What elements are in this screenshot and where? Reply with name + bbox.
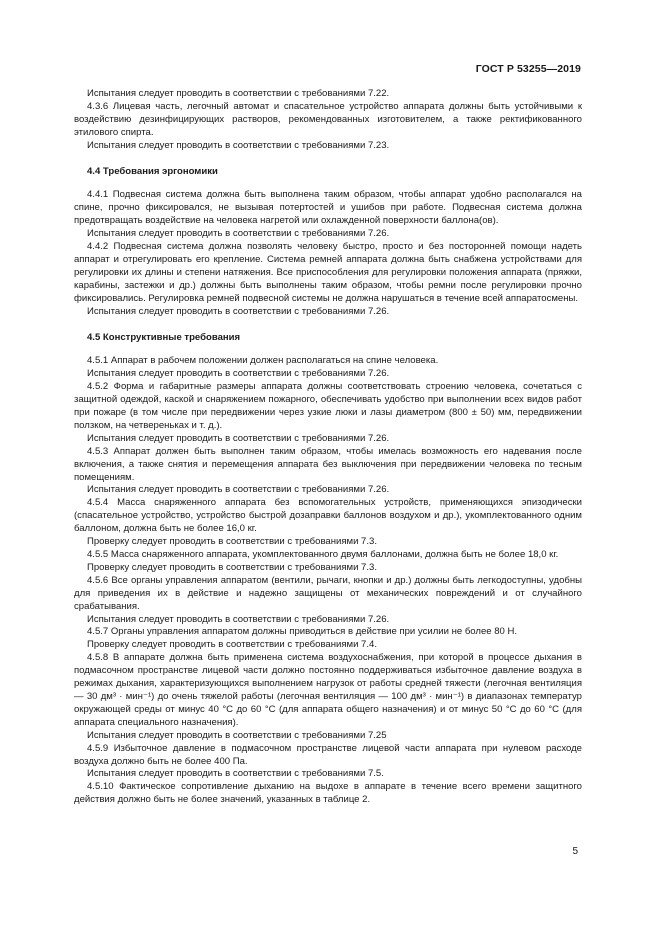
paragraph: 4.5.5 Масса снаряженного аппарата, укомплектованного двумя баллонами, должна быть не более 18,0 кг. [87,549,559,560]
section-heading: 4.5 Конструктивные требования [87,331,241,343]
page-number: 5 [572,846,578,857]
paragraph: 4.4.1 Подвесная система должна быть выполнена таким образом, чтобы аппарат удобно располагался на спине, прочно фиксировался, не вызывая потертостей и ушибов при работе. Подвесная система должна предотвращать воздействие на человека нагретой или охлажденной поверхности баллона(ов). [74,189,582,227]
paragraph: 4.4.2 Подвесная система должна позволять человеку быстро, просто и без посторонней помощи надеть аппарат и отрегулировать его крепление. Система ремней аппарата должна быть снабжена устройствами для регулировки их длины и степени натяжения. Все приспособления для регулировки положения аппарата (пряжки, карабины, застежки и др.) должны быть выполнены таким образом, чтобы ремни после регулировки прочно фиксировались. Регулировка ремней подвесной системы не должна нарушаться в течение всей аппаратосмены. [74,241,582,304]
paragraph: Испытания следует проводить в соответствии с требованиями 7.26. [87,305,390,317]
paragraph: Испытания следует проводить в соответствии с требованиями 7.26. [87,432,390,444]
paragraph: Испытания следует проводить в соответствии с требованиями 7.23. [87,139,390,151]
paragraph: 4.5.10 Фактическое сопротивление дыханию на выдохе в аппарате в течение всего времени защитного действия должно быть не более значений, указанных в таблице 2. [74,781,582,806]
paragraph: 4.5.7 Органы управления аппаратом должны приводиться в действие при усилии не более 80 Н. [87,626,518,638]
standard-header: ГОСТ Р 53255—2019 [475,63,581,75]
paragraph: 4.3.6 Лицевая часть, легочный автомат и спасательное устройство аппарата должны быть устойчивыми к воздействию дезинфицирующих растворов, рекомендованных изготовителем, а также ректификованного этилового спирта. [74,100,582,138]
paragraph: Проверку следует проводить в соответствии с требованиями 7.4. [87,639,377,651]
paragraph: Испытания следует проводить в соответствии с требованиями 7.25 [87,729,387,741]
paragraph: 4.5.8 В аппарате должна быть применена система воздухоснабжения, при которой в процессе дыхания в подмасочном пространстве лицевой части должно постоянно поддерживаться избыточное давление воздуха в режимах дыхания, характеризующихся выполнением нагрузок от работы средней тяжести (легочная вентиляция — 30 дм³ · мин⁻¹) до очень тяжелой работы (легочная вентиляция — 100 дм³ · мин⁻¹) в диапазонах температур окружающей среды от минус 40 °C до 60 °C (для аппарата общего назначения) и от минус 50 °C до 60 °C (для аппарата специального назначения). [74,652,582,728]
paragraph: 4.5.3 Аппарат должен быть выполнен таким образом, чтобы имелась возможность его надевания после включения, а также снятия и перемещения аппарата без выключения при передвижении человека по тесным помещениям. [74,445,582,483]
paragraph: Испытания следует проводить в соответствии с требованиями 7.22. [87,88,390,99]
paragraph: 4.5.2 Форма и габаритные размеры аппарата должны соответствовать строению человека, сочетаться с защитной одеждой, каской и снаряжением пожарного, обеспечивать удобство при выполнении всех видов работ при пожаре (в том числе при передвижении через узкие люки и лазы диаметром (800 ± 50) мм, передвижении ползком, на четвереньках и т. д.). [74,381,582,431]
paragraph: 4.5.4 Масса снаряженного аппарата без вспомогательных устройств, применяющихся эпизодически (спасательное устройство, устройство быстрой дозаправки баллонов воздухом и др.), укомплектованного одним баллоном, должна быть не более 16,0 кг. [74,497,582,535]
document-body [74,88,582,807]
paragraph: Испытания следует проводить в соответствии с требованиями 7.26. [87,228,390,240]
section-heading: 4.4 Требования эргономики [87,165,218,177]
paragraph: 4.5.1 Аппарат в рабочем положении должен располагаться на спине человека. [87,355,439,367]
paragraph: Проверку следует проводить в соответствии с требованиями 7.3. [87,536,377,548]
paragraph: Испытания следует проводить в соответствии с требованиями 7.26. [87,368,390,380]
paragraph: Проверку следует проводить в соответствии с требованиями 7.3. [87,561,377,573]
paragraph: Испытания следует проводить в соответствии с требованиями 7.26. [87,484,390,496]
paragraph: Испытания следует проводить в соответствии с требованиями 7.5. [87,768,384,780]
paragraph: 4.5.9 Избыточное давление в подмасочном пространстве лицевой части аппарата при нулевом расходе воздуха должно быть не более 400 Па. [74,742,582,767]
paragraph: Испытания следует проводить в соответствии с требованиями 7.26. [87,613,390,625]
paragraph: 4.5.6 Все органы управления аппаратом (вентили, рычаги, кнопки и др.) должны быть легкодоступны, удобны для приведения их в действие и надежно защищены от механических повреждений и от случайного срабатывания. [74,574,582,612]
